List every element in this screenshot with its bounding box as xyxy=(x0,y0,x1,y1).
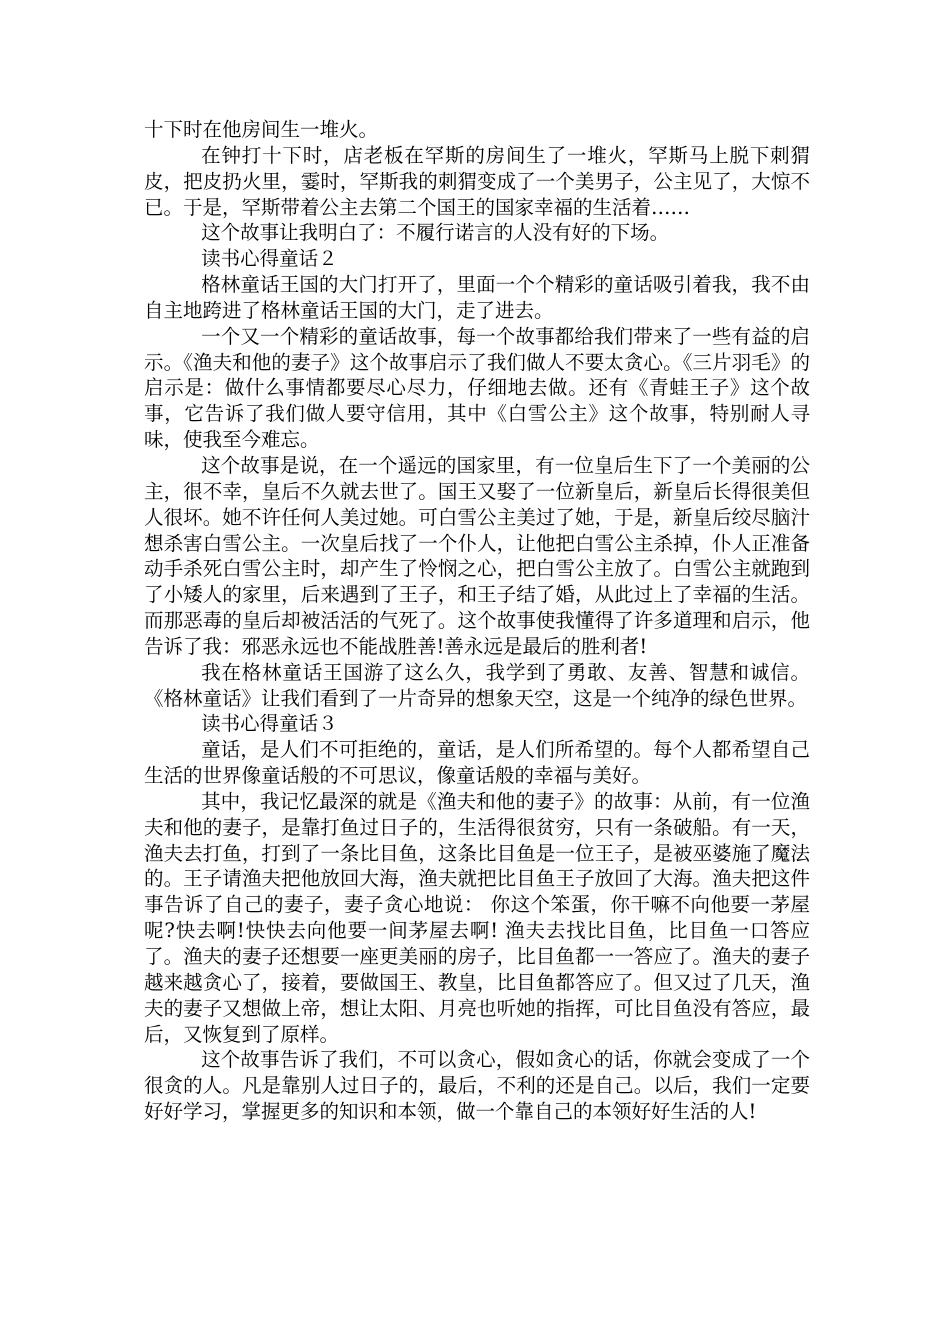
paragraph: 格林童话王国的大门打开了，里面一个个精彩的童话吸引着我，我不由自主地跨进了格林童话王国的大门，走了进去。 xyxy=(144,273,810,322)
paragraph: 十下时在他房间生一堆火。 xyxy=(144,118,379,141)
paragraph: 童话，是人们不可拒绝的，童话，是人们所希望的。每个人都希望自己生活的世界像童话般的不可思议，像童话般的幸福与美好。 xyxy=(144,738,810,788)
paragraph: 这个故事是说，在一个遥远的国家里，有一位皇后生下了一个美丽的公主，很不幸，皇后不久就去世了。国王又娶了一位新皇后，新皇后长得很美但人很坏。她不许任何人美过她。可白雪公主美过了她，于是，新皇后绞尽脑汁想杀害白雪公主。一次皇后找了一个仆人，让他把白雪公主杀掉，仆人正准备动手杀死白雪公主时，却产生了怜悯之心，把白雪公主放了。白雪公主就跑到了小矮人的家里，后来遇到了王子，和王子结了婚，从此过上了幸福的生活。而那恶毒的皇后却被活活的气死了。这个故事使我懂得了许多道理和启示，他告诉了我：邪恶永远也不能战胜善!善永远是最后的胜利者! xyxy=(144,453,810,658)
paragraph: 其中，我记忆最深的就是《渔夫和他的妻子》的故事：从前，有一位渔夫和他的妻子，是靠打鱼过日子的，生活得很贫穷，只有一条破船。有一天，渔夫去打鱼，打到了一条比目鱼，这条比目鱼是一位王子，是被巫婆施了魔法的。王子请渔夫把他放回大海，渔夫就把比目鱼王子放回了大海。渔夫把这件事告诉了自己的妻子，妻子贪心地说： 你这个笨蛋，你干嘛不向他要一茅屋呢?快去啊!快快去向他要一间茅屋去啊! 渔夫去找比目鱼，比目鱼一口答应了。渔夫的妻子还想要一座更美丽的房子，比目鱼都一一答应了。渔夫的妻子越来越贪心了，接着，要做国王、教皇，比目鱼都答应了。但又过了几天，渔夫的妻子又想做上帝，想让太阳、月亮也听她的指挥，可比目鱼没有答应，最后，又恢复到了原样。 xyxy=(144,789,810,1046)
section-heading: 读书心得童话３ xyxy=(201,712,338,736)
paragraph: 这个故事告诉了我们，不可以贪心，假如贪心的话，你就会变成了一个很贪的人。凡是靠别人过日子的，最后，不利的还是自己。以后，我们一定要好好学习，掌握更多的知识和本领，做一个靠自己的本领好好生活的人! xyxy=(144,1048,810,1124)
section-heading: 读书心得童话２ xyxy=(201,247,338,271)
document-body xyxy=(144,117,810,1125)
paragraph: 我在格林童话王国游了这么久，我学到了勇敢、友善、智慧和诚信。《格林童话》让我们看到了一片奇异的想象天空，这是一个纯净的绿色世界。 xyxy=(144,660,810,710)
paragraph: 这个故事让我明白了：不履行诺言的人没有好的下场。 xyxy=(201,221,670,245)
paragraph: 在钟打十下时，店老板在罕斯的房间生了一堆火，罕斯马上脱下刺猬皮，把皮扔火里，霎时，罕斯我的刺猬变成了一个美男子，公主见了，大惊不已。于是，罕斯带着公主去第二个国王的国家幸福的生活着…… xyxy=(144,143,810,219)
paragraph: 一个又一个精彩的童话故事，每一个故事都给我们带来了一些有益的启示。《渔夫和他的妻子》这个故事启示了我们做人不要太贪心。《三片羽毛》的启示是：做什么事情都要尽心尽力，仔细地去做。还有《青蛙王子》这个故事，它告诉了我们做人要守信用，其中《白雪公主》这个故事，特别耐人寻味，使我至今难忘。 xyxy=(144,324,810,452)
